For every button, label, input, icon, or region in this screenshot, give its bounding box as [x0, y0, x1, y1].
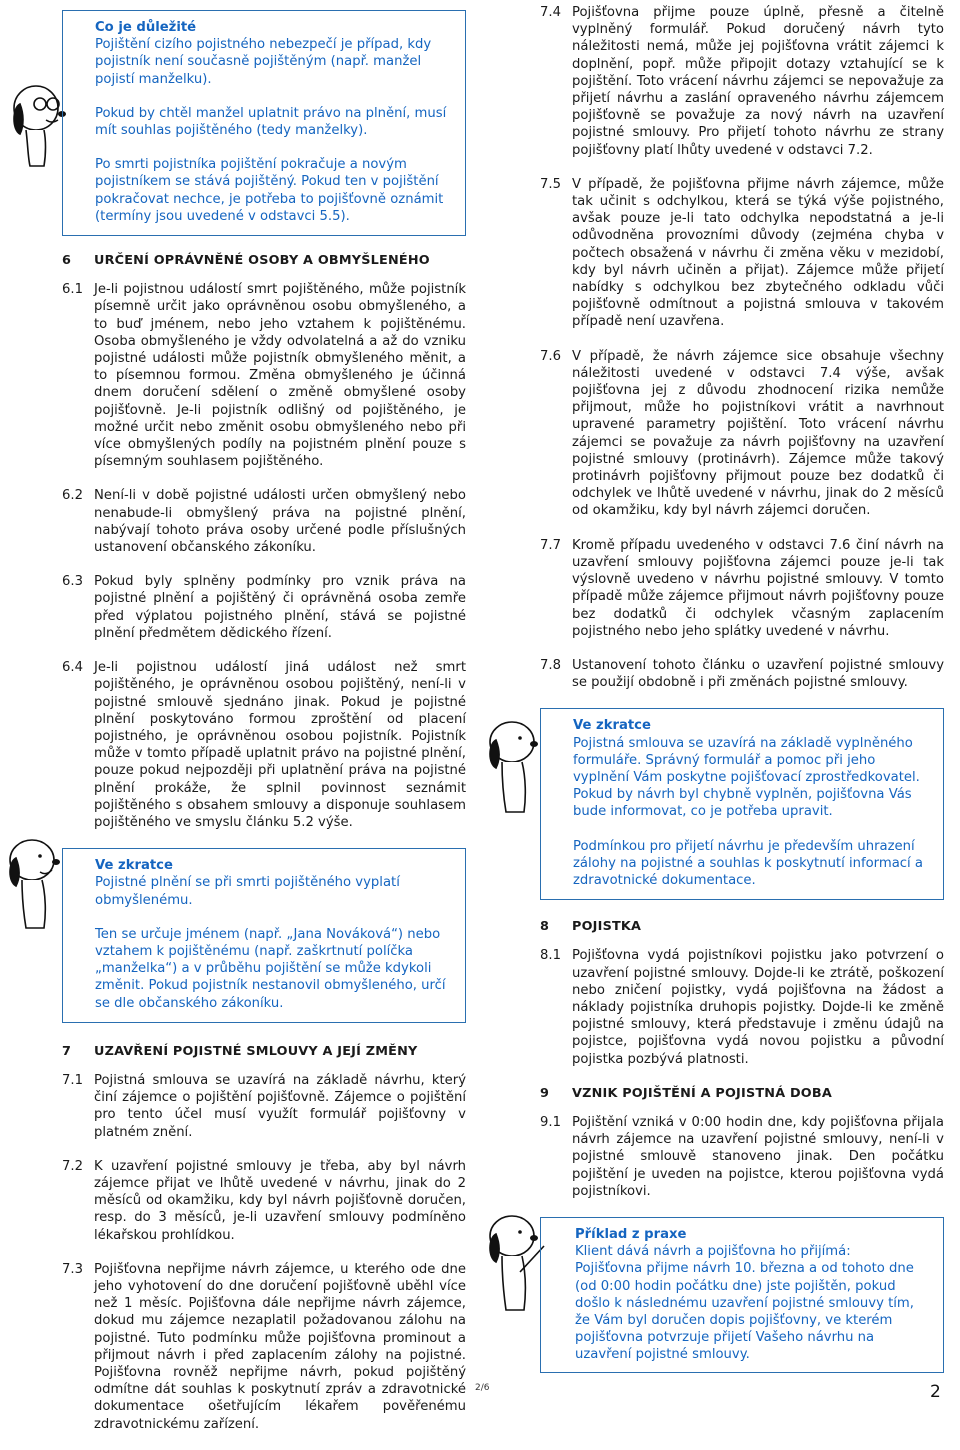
section-8-number: 8	[540, 919, 550, 935]
paragraph-number: 7.3	[62, 1261, 83, 1277]
paragraph-text: K uzavření pojistné smlouvy je třeba, aby byl návrh zájemce přijat ve lhůtě uvedené v návrhu, jinak do 2 měsíců od okamžiku, kdy byl návrh pojišťovně doručen, resp. do 3 měsíců, je-li uzavření smlouvy podmíněno lékařskou prohlídkou.	[94, 1158, 466, 1243]
paragraph-7-7	[540, 537, 944, 640]
paragraph-text: Kromě případu uvedeného v odstavci 7.6 činí návrh na uzavření smlouvy pojišťovna zájemci pouze je-li tak výslovně uvedeno v návrhu pojistné smlouvy. V tomto případě může zájemce přijmout návrh pojišťovny pouze bez dodatků či odchylek včasným zaplacením pojistného nebo jeho splátky uvedené v návrhu.	[572, 537, 944, 639]
summary-box-right-title: Ve zkratce	[573, 718, 651, 734]
paragraph-7-5	[540, 176, 944, 331]
paragraph-number: 6.4	[62, 660, 83, 676]
paragraph-6-2	[62, 487, 466, 556]
important-box-text-3: Po smrti pojistníka pojištění pokračuje a novým pojistníkem se stává pojištěný. Pokud ten v pojištění pokračovat nechce, je potřeba to pojišťovně oznámit (termíny jsou uvedené v odstavci 5.5).	[95, 157, 444, 224]
section-9-heading	[540, 1085, 944, 1102]
summary-box-left-text-2: Ten se určuje jménem (např. „Jana Nováková“) nebo vztahem k pojištěnému (např. zaškrtnutí políčka „manželka“) a v průběhu pojištění se může kdykoli změnit. Pokud pojistník nestanovil obmyšleného, určí se dle občanského zákoníku.	[95, 926, 446, 1011]
paragraph-number: 8.1	[540, 948, 561, 964]
paragraph-text: Není-li v době pojistné události určen obmyšlený nebo nenabude-li obmyšlený práva na pojistné plnění, nabývají tohoto práva osoby určené podle příslušných ustanovení občanského zákoníku.	[94, 488, 466, 556]
practice-example-text: Pojišťovna přijme návrh 10. března a od tohoto dne (od 0:00 hodin počátku dne) jste pojištěn, pokud došlo k následnému uzavření pojistné smlouvy tím, že Vám byl doručen dopis pojišťovny, ve kterém pojišťovna potvrzuje přijetí Vašeho návrhu na uzavření pojistné smlouvy.	[575, 1261, 914, 1363]
section-6-number: 6	[62, 253, 72, 269]
paragraph-text: Pojistná smlouva se uzavírá na základě návrhu, který činí zájemce o pojištění pojišťovně. Zájemce o pojištění pro tento účel musí využít formulář pojišťovny v platném znění.	[94, 1072, 466, 1140]
left-column	[62, 10, 466, 1450]
section-7-title: UZAVŘENÍ POJISTNÉ SMLOUVY A JEJÍ ZMĚNY	[94, 1043, 418, 1059]
right-column	[540, 4, 944, 1373]
paragraph-text: Ustanovení tohoto článku o uzavření pojistné smlouvy se použijí obdobně i při změnách pojistné smlouvy.	[572, 657, 944, 691]
section-8-title: POJISTKA	[572, 919, 642, 935]
section-7-number: 7	[62, 1043, 72, 1059]
paragraph-6-1	[62, 281, 466, 470]
paragraph-number: 7.7	[540, 537, 561, 553]
paragraph-number: 9.1	[540, 1114, 561, 1130]
paragraph-number: 6.3	[62, 574, 83, 590]
snoopy-pointer-illustration	[486, 1206, 546, 1322]
snoopy-illustration-right	[484, 712, 540, 822]
paragraph-text: Pokud byly splněny podmínky pro vznik práva na pojistné plnění a pojištěný či oprávněná osoba zemře před výplatou pojistného plnění, stává se pojistné plnění předmětem dědického řízení.	[94, 574, 466, 641]
summary-box-left	[62, 848, 466, 1023]
important-box-title: Co je důležité	[95, 20, 197, 35]
paragraph-6-3	[62, 573, 466, 642]
paragraph-text: Pojištění vzniká v 0:00 hodin dne, kdy pojišťovna přijala návrh zájemce na uzavření pojistné smlouvy, není-li v pojistné smlouvě stanoveno jinak. Den počátku pojištění je uveden na pojistce, kterou pojišťovna vydá pojistníkovi.	[572, 1114, 944, 1199]
practice-example-title: Příklad z praxe	[575, 1226, 687, 1242]
section-6-title: URČENÍ OPRÁVNĚNÉ OSOBY A OBMYŠLENÉHO	[94, 253, 430, 269]
section-8-heading	[540, 918, 944, 935]
paragraph-7-8	[540, 657, 944, 691]
snoopy-illustration-left	[4, 830, 64, 936]
paragraph-text: Pojišťovna přijme pouze úplně, přesně a čitelně vyplněný formulář. Pokud doručený návrh tyto náležitosti nemá, může jej pojišťovna vrátit zájemci k doplnění, popř. může připojit dotazy vztahující se k pojištění. Toto vrácení návrhu zájemci se nepovažuje za přijetí návrhu a zaslání opraveného návrhu zájemcem pojišťovně se považuje za nový návrh na uzavření pojistné smlouvy. Pro přijetí tohoto návrhu ze strany pojišťovny platí lhůty uvedené v odstavci 7.2.	[572, 5, 944, 158]
paragraph-7-4	[540, 4, 944, 159]
section-9-number: 9	[540, 1085, 550, 1101]
paragraph-number: 6.2	[62, 488, 83, 504]
page-indicator: 2/6	[475, 1383, 490, 1393]
summary-box-right	[540, 708, 944, 900]
summary-box-left-text-1: Pojistné plnění se při smrti pojištěného vyplatí obmyšlenému.	[95, 875, 400, 908]
paragraph-8-1	[540, 947, 944, 1067]
paragraph-number: 7.2	[62, 1158, 83, 1174]
paragraph-number: 7.6	[540, 348, 561, 364]
practice-example-subtitle: Klient dává návrh a pojišťovna ho přijímá:	[575, 1244, 851, 1260]
summary-box-right-text-1: Pojistná smlouva se uzavírá na základě vyplněného formuláře. Správný formulář a pomoc při jeho vyplnění Vám poskytne pojišťovací zprostředkovatel. Pokud by návrh byl chybně vyplněn, pojišťovna Vás bude informovat, co je potřeba upravit.	[573, 735, 920, 820]
paragraph-text: Pojišťovna nepřijme návrh zájemce, u kterého ode dne jeho vyhotovení do dne doručení pojišťovně uběhl více než 1 měsíc. Pojišťovna dále nepřijme návrh zájemce, dokud mu zájemce nezaplatil požadovanou zálohu na pojistné. Tuto podmínku může pojišťovna prominout a přijmout návrh i před zaplacením zálohy na pojistné. Pojišťovna rovněž nepřijme návrh, pokud pojištěný odmítne dát souhlas k poskytnutí zpráv a zdravotnické dokumentace ošetřujícím lékařem pověřenému zdravotnickému zařízení.	[94, 1261, 466, 1432]
paragraph-text: V případě, že návrh zájemce sice obsahuje všechny náležitosti uvedené v odstavci 7.4 výše, avšak pojišťovna jej z důvodu zhodnocení rizika nemůže přijmout, může ho pojistníkovi vrátit a navrhnout upravené parametry pojištění. Toto vrácení návrhu zájemci se považuje za návrh pojišťovny na uzavření pojistné smlouvy (protinávrh). Zájemce může takový protinávrh pojišťovny přijmout pouze bez dodatků či odchylek ve lhůtě uvedené v návrhu, jinak do 2 měsíců od okamžiku, kdy byl návrh zájemci doručen.	[572, 348, 944, 519]
section-9-title: VZNIK POJIŠTĚNÍ A POJISTNÁ DOBA	[572, 1085, 832, 1101]
paragraph-text: V případě, že pojišťovna přijme návrh zájemce, může tak učinit s odchylkou, která se týká výše pojistného, avšak pouze je-li tato odchylka nepodstatná a je-li odůvodněna provozními důvody (zejména chyba v počtech obsažená v návrhu či změna věku v mezidobí, kdy byl návrh učiněn a přijat). Zájemce může přijetí nabídky s odchylkou bez zbytečného odkladu vůči pojišťovně odmítnout a pojistná smlouva v takovém případě není uzavřena.	[572, 176, 944, 330]
paragraph-number: 7.1	[62, 1072, 83, 1088]
snoopy-glasses-illustration	[6, 74, 66, 174]
section-6-heading	[62, 252, 466, 269]
section-7-heading	[62, 1043, 466, 1060]
paragraph-text: Je-li pojistnou událostí jiná událost než smrt pojištěného, je oprávněnou osobou pojištěný, není-li v pojistné smlouvě sjednáno jinak. Pokud je pojistné plnění poskytováno formou zproštění od placení pojistného, je oprávněnou osobou pojistník. Pojistník může v tomto případě uplatnit právo na pojistné plnění, pouze pokud nejpozději při uplatnění práva na pojistné plnění prokáže, že splnil povinnost seznámit pojištěného s obsahem smlouvy a disponuje souhlasem pojištěného ve smyslu článku 5.2 výše.	[94, 660, 466, 830]
paragraph-number: 7.5	[540, 176, 561, 192]
page-number: 2	[930, 1382, 941, 1402]
practice-example-box	[540, 1217, 944, 1373]
important-box-text-2: Pokud by chtěl manžel uplatnit právo na plnění, musí mít souhlas pojištěného (tedy manželky).	[95, 105, 447, 139]
important-box	[62, 10, 466, 236]
paragraph-6-4	[62, 659, 466, 831]
paragraph-7-1	[62, 1072, 466, 1141]
paragraph-7-6	[540, 348, 944, 520]
paragraph-text: Pojišťovna vydá pojistníkovi pojistku jako potvrzení o uzavření pojistné smlouvy. Dojde-li ke ztrátě, poškození nebo zničení pojistky, vydá pojišťovna na žádost a náklady pojistníka druhopis pojistky. Dojde-li ke změně pojistné smlouvy, která představuje i změnu údajů na pojistce, pojišťovna vydá novou pojistku a původní pojistka pozbývá platnosti.	[572, 948, 944, 1067]
paragraph-7-2	[62, 1158, 466, 1244]
paragraph-number: 7.8	[540, 657, 561, 673]
important-box-text-1: Pojištění cizího pojistného nebezpečí je případ, kdy pojistník není současně pojištěným (např. manžel pojistí manželku).	[95, 37, 432, 87]
paragraph-number: 6.1	[62, 282, 83, 298]
summary-box-left-title: Ve zkratce	[95, 858, 173, 874]
paragraph-7-3	[62, 1261, 466, 1433]
paragraph-number: 7.4	[540, 5, 561, 20]
paragraph-9-1	[540, 1114, 944, 1200]
paragraph-text: Je-li pojistnou událostí smrt pojištěného, může pojistník písemně určit jako oprávněnou osobu obmyšleného, a to buď jménem, nebo jeho vztahem k pojištěnému. Osoba obmyšleného je vždy odvolatelná a až do vzniku pojistné události může pojistník obmyšleného měnit, a to písemnou formou. Změna obmyšleného je účinná dnem doručení sdělení o změně obmyšlené osoby pojišťovně. Je-li pojistník odlišný od pojištěného, je možné určit nebo změnit osobu obmyšleného nebo při více obmyšlených podíly na pojistném plnění pouze s písemným souhlasem pojištěného.	[94, 282, 466, 470]
summary-box-right-text-2: Podmínkou pro přijetí návrhu je především uhrazení zálohy na pojistné a souhlas k poskytnutí informací a zdravotnické dokumentace.	[573, 838, 923, 888]
